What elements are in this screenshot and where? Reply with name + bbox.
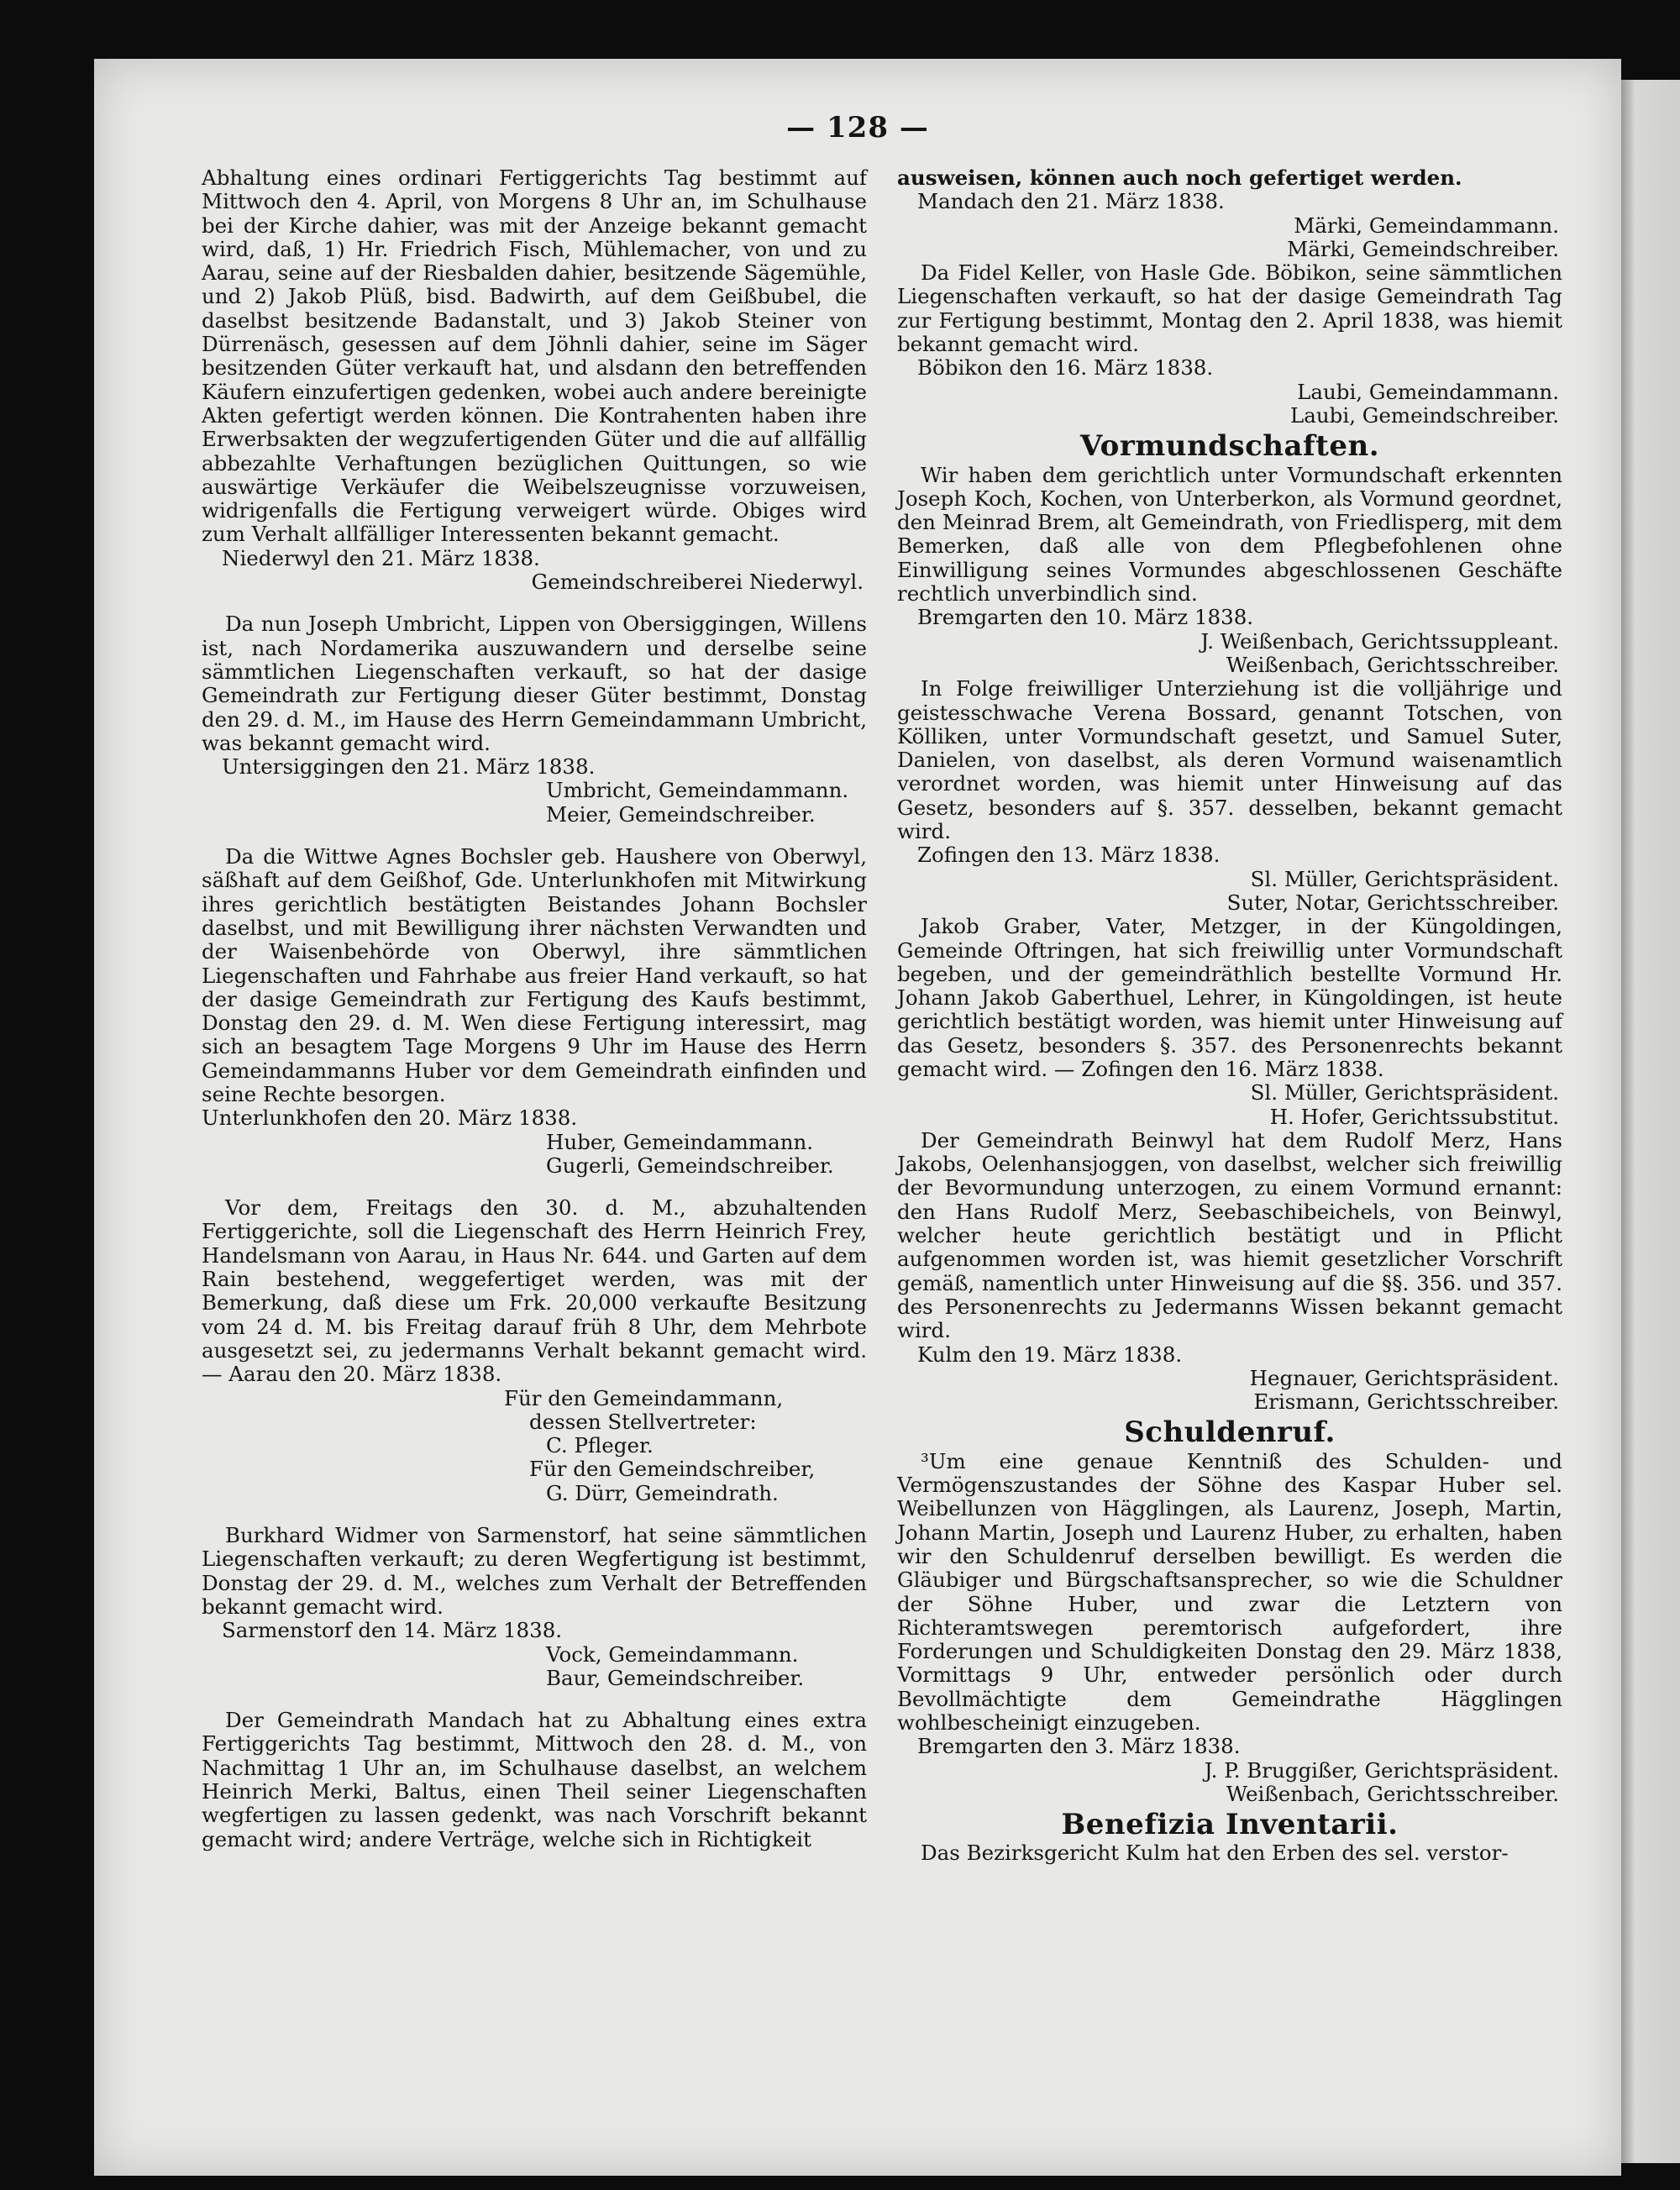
notice-oftringen-vormund-text: Jakob Graber, Vater, Metzger, in der Küngoldingen, Gemeinde Oftringen, hat sich freiwillig unter Vormundschaft begeben, und der gemeindräthlich bestellte Vormund Hr. Johann Jakob Gaberthuel, Lehrer, in Küngoldingen, ist heute gerichtlich bestätigt worden, was hiemit unter Hinweisung auf das Gesetz, besonders §. 357. des Personenrechts bekannt gemacht wird. — Zofingen den 16. März 1838. — [897, 914, 1562, 1081]
right-column — [897, 166, 1562, 1866]
notice-signature: Weißenbach, Gerichtsschreiber. — [1226, 652, 1559, 677]
notice-bremgarten-vormund-text: Wir haben dem gerichtlich unter Vormundschaft erkennten Joseph Koch, Kochen, von Unterberkon, als Vormund geordnet, den Meinrad Brem, alt Gemeindrath, von Friedlisperg, mit dem Bemerken, daß alle von dem Pflegbefohlenen ohne Einwilligung seines Vormundes abgeschlossenen Geschäfte rechtlich unverbindlich sind. — [897, 462, 1562, 607]
notice-signature: Laubi, Gemeindammann. — [1297, 379, 1559, 404]
notice-signature: Suter, Notar, Gerichtsschreiber. — [1226, 890, 1559, 915]
notice-date: Untersiggingen den 21. März 1838. — [222, 754, 596, 780]
notice-sarmenstorf-text: Burkhard Widmer von Sarmenstorf, hat seine sämmtlichen Liegenschaften verkauft; zu deren Wegfertigung ist bestimmt, Donstag der 29. d. M., welches zum Verhalt der Betreffenden bekannt gemacht wird. — [202, 1523, 867, 1619]
notice-aarau-text: Vor dem, Freitags den 30. d. M., abzuhaltenden Fertiggerichte, soll die Liegenschaft des Herrn Heinrich Frey, Handelsmann von Aarau, in Haus Nr. 644. und Garten auf dem Rain bestehend, weggefertiget werden, was mit der Bemerkung, daß diese um Frk. 20,000 verkaufte Besitzung vom 24 d. M. bis Freitag darauf früh 8 Uhr, dem Mehrbote ausgesetzt sei, zu jedermanns Verhalt bekannt gemacht wird. — Aarau den 20. März 1838. — [202, 1195, 867, 1387]
section-heading-benefizia-inventarii: Benefizia Inventarii. — [1061, 1808, 1399, 1842]
notice-signature: Märki, Gemeindammann. — [1294, 213, 1559, 238]
left-column — [202, 166, 867, 1851]
notice-date: Bremgarten den 3. März 1838. — [917, 1734, 1241, 1759]
notice-date: Sarmenstorf den 14. März 1838. — [222, 1618, 563, 1643]
notice-signature: Baur, Gemeindschreiber. — [546, 1665, 805, 1690]
notice-signature: Weißenbach, Gerichtsschreiber. — [1226, 1781, 1559, 1806]
notice-signature: Märki, Gemeindschreiber. — [1287, 236, 1559, 261]
section-heading-vormundschaften: Vormundschaften. — [1079, 429, 1380, 464]
notice-kulm-benefizia-text: Das Bezirksgericht Kulm hat den Erben des sel. verstor- — [921, 1841, 1509, 1866]
notice-date: Böbikon den 16. März 1838. — [917, 355, 1214, 381]
newspaper-page — [94, 59, 1621, 2176]
notice-date: Zofingen den 13. März 1838. — [917, 843, 1221, 868]
notice-signature: Vock, Gemeindammann. — [546, 1641, 799, 1667]
notice-koelliken-vormund-text: In Folge freiwilliger Unterziehung ist die volljährige und geistesschwache Verena Bossard, genannt Totschen, von Kölliken, unter Vormundschaft gesetzt, und Samuel Suter, Danielen, von daselbst, als deren Vormund waisenamtlich verordnet worden, was hiemit unter Hinweisung auf das Gesetz, besonders auf §. 357. desselben, bekannt gemacht wird. — [897, 676, 1562, 844]
notice-signature: H. Hofer, Gerichtssubstitut. — [1269, 1104, 1559, 1129]
notice-signature: Erismann, Gerichtsschreiber. — [1253, 1389, 1559, 1415]
notice-signature: Sl. Müller, Gerichtspräsident. — [1250, 866, 1559, 891]
notice-signature: J. Weißenbach, Gerichtssuppleant. — [1200, 628, 1559, 654]
notice-untersiggingen-text: Da nun Joseph Umbricht, Lippen von Obersiggingen, Willens ist, nach Nordamerika auszuwandern und derselbe seine sämmtlichen Liegenschaften verkauft, so hat der dasige Gemeindrath zur Fertigung dieser Güter bestimmt, Donstag den 29. d. M., im Hause des Herrn Gemeindammann Umbricht, was bekannt gemacht wird. — [202, 612, 867, 755]
notice-signature: Huber, Gemeindammann. — [546, 1129, 814, 1154]
notice-date: Kulm den 19. März 1838. — [917, 1342, 1183, 1367]
notice-signature: Gugerli, Gemeindschreiber. — [546, 1153, 834, 1178]
notice-signature: dessen Stellvertreter: — [529, 1409, 757, 1434]
notice-boebikon-text: Da Fidel Keller, von Hasle Gde. Böbikon, seine sämmtlichen Liegenschaften verkauft, so hat der dasige Gemeindrath Tag zur Fertigung bestimmt, Montag den 2. April 1838, was hiemit bekannt gemacht wird. — [897, 260, 1562, 357]
notice-signature: J. P. Bruggißer, Gerichtspräsident. — [1204, 1757, 1559, 1783]
notice-date: Unterlunkhofen den 20. März 1838. — [202, 1106, 578, 1131]
notice-signature: Für den Gemeindschreiber, — [529, 1457, 816, 1482]
notice-niederwyl-text: Abhaltung eines ordinari Fertiggerichts Tag bestimmt auf Mittwoch den 4. April, von Morgens 8 Uhr an, im Schulhause bei der Kirche dahier, was mit der Anzeige bekannt gemacht wird, daß, 1) Hr. Friedrich Fisch, Mühlemacher, von und zu Aarau, seine auf der Riesbalden dahier, besitzende Sägemühle, und 2) Jakob Plüß, bisd. Badwirth, auf dem Geißbubel, die daselbst besitzende Badanstalt, und 3) Jakob Steiner von Dürrenäsch, gesessen auf dem Jöhnli dahier, seine im Säger besitzenden Güter verkauft hat, und alsdann den betreffenden Käufern einzufertigen gedenken, wobei auch andere bereinigte Akten gefertigt werden können. Die Kontrahenten haben ihre Erwerbsakten der wegzufertigenden Güter und die auf allfällig abbezahlte Verhaftungen bezüglichen Quittungen, so wie auswärtige Verkäufer die Weibelszeugnisse vorzuweisen, widrigenfalls die Fertigung verweigert würde. Obiges wird zum Verhalt allfälliger Interessenten bekannt gemacht. — [202, 165, 867, 547]
notice-date: Mandach den 21. März 1838. — [917, 189, 1225, 214]
notice-beinwyl-vormund-text: Der Gemeindrath Beinwyl hat dem Rudolf Merz, Hans Jakobs, Oelenhansjoggen, von daselbst, welcher sich freiwillig der Bevormundung unterzogen, zu einem Vormund ernannt: den Hans Rudolf Merz, Seebaschibeichels, von Beinwyl, welcher heute gerichtlich bestätigt und in Pflicht aufgenommen worden ist, was hiemit gesetzlicher Vorschrift gemäß, namentlich unter Hinweisung auf die §§. 356. und 357. des Personenrechts zu Jedermanns Wissen bekannt gemacht wird. — [897, 1127, 1562, 1343]
notice-signature: Sl. Müller, Gerichtspräsident. — [1250, 1080, 1559, 1106]
notice-signature: Laubi, Gemeindschreiber. — [1290, 402, 1559, 428]
notice-unterlunkhofen-text: Da die Wittwe Agnes Bochsler geb. Haushere von Oberwyl, säßhaft auf dem Geißhof, Gde. Unterlunkhofen mit Mitwirkung ihres gerichtlich bestätigten Beistandes Johann Bochsler daselbst, und mit Bewilligung ihrer nächsten Verwandten und der Waisenbehörde von Oberwyl, ihre sämmtlichen Liegenschaften und Fahrhabe aus freier Hand verkauft, so hat der dasige Gemeindrath zur Fertigung des Kaufs bestimmt, Donstag den 29. d. M. Wen diese Fertigung interessirt, mag sich an besagtem Tage Morgens 9 Uhr im Hause des Herrn Gemeindammanns Huber vor dem Gemeindrath einfinden und seine Rechte besorgen. — [202, 844, 867, 1106]
notice-signature: Gemeindschreiberei Niederwyl. — [531, 570, 864, 595]
notice-signature: Für den Gemeindammann, — [504, 1385, 784, 1410]
notice-date: Niederwyl den 21. März 1838. — [222, 545, 540, 570]
section-heading-schuldenruf: Schuldenruf. — [1124, 1415, 1336, 1450]
notice-signature: C. Pfleger. — [546, 1433, 654, 1458]
next-page-edge — [1611, 80, 1680, 2163]
notice-date: Bremgarten den 10. März 1838. — [917, 605, 1254, 630]
notice-signature: G. Dürr, Gemeindrath. — [546, 1480, 779, 1505]
notice-signature: Meier, Gemeindschreiber. — [546, 801, 816, 827]
notice-mandach-text: Der Gemeindrath Mandach hat zu Abhaltung eines extra Fertiggerichts Tag bestimmt, Mittwoch den 28. d. M., von Nachmittag 1 Uhr an, im Schulhause daselbst, an welchem Heinrich Merki, Baltus, einen Theil seiner Liegenschaften wegfertigen zu lassen gedenkt, was nach Vorschrift bekannt gemacht wird; andere Verträge, welche sich in Richtigkeit — [202, 1708, 867, 1851]
notice-signature: Umbricht, Gemeindammann. — [546, 778, 849, 803]
notice-signature: Hegnauer, Gerichtspräsident. — [1249, 1365, 1559, 1390]
notice-mandach-continued: ausweisen, können auch noch gefertiget werden. — [897, 165, 1462, 190]
notice-haegglingen-schuldenruf-text: ³Um eine genaue Kenntniß des Schulden- und Vermögenszustandes der Söhne des Kaspar Huber sel. Weibellunzen von Hägglingen, als Laurenz, Joseph, Martin, Johann Martin, Joseph und Laurenz Huber, zu erhalten, haben wir den Schuldenruf derselben bewilligt. Es werden die Gläubiger und Bürgschaftsansprecher, so wie die Schuldner der Söhne Huber, und zwar die Letztern von Richteramtswegen peremtorisch aufgefordert, ihre Forderungen und Schuldigkeiten Donstag den 29. März 1838, Vormittags 9 Uhr, entweder persönlich oder durch Bevollmächtigte dem Gemeindrathe Hägglingen wohlbescheinigt einzugeben. — [897, 1448, 1562, 1735]
page-number: — 128 — — [786, 111, 929, 144]
